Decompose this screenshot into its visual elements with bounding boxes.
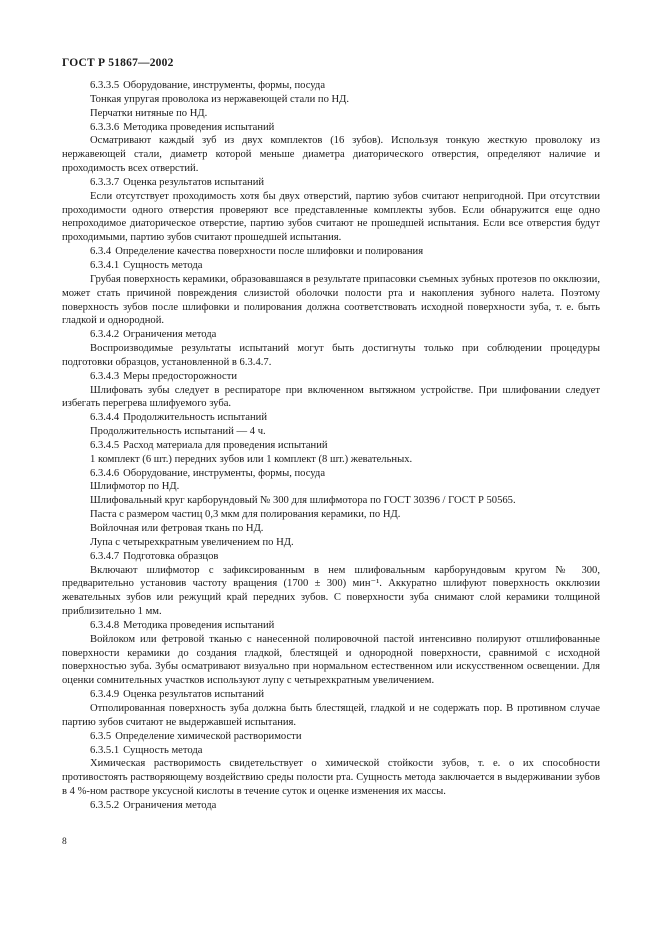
section-title: Методика проведения испытаний [123,121,275,133]
section-number: 6.3.3.7 [90,176,120,188]
body-paragraph: Грубая поверхность керамики, образовавшаяся в результате припасовки съемных зубных протезов по окклюзии, может стать причиной повреждения слизистой оболочки полости рта и накопления зубного налета. Поэтому поверхность зубов после шлифовки и полирования должна соответствовать исходной поверхности зуба, т. е. быть гладкой и однородной. [62,273,600,327]
body-paragraph: Войлоком или фетровой тканью с нанесенной полировочной пастой интенсивно полируют отшлифованные поверхности керамики до создания гладкой, блестящей и однородной поверхности, сравнимой с исходной поверхностью зуба. Зубы осматривают визуально при нормальном естественном или искусственном освещении. Для оценки сомнительных участков используют лупу с четырехкратным увеличением. [62,633,600,687]
section-number: 6.3.4.7 [90,550,120,562]
section-heading [62,730,600,744]
body-paragraph: Включают шлифмотор с зафиксированным в нем шлифовальным карборундовым кругом № 300, предварительно установив частоту вращения (1700 ± 300) мин⁻¹. Аккуратно шлифуют поверхность окклюзии жевательных зубов или режущий край передних зубов. С поверхности зуба снимают слой керамики толщиной приблизительно 1 мм. [62,564,600,618]
section-title: Подготовка образцов [123,550,219,562]
body-paragraph: Воспроизводимые результаты испытаний могут быть достигнуты только при соблюдении процедуры подготовки образцов, установленной в 6.3.4.7. [62,343,600,368]
section-heading [62,328,600,342]
body-paragraph: Если отсутствует проходимость хотя бы двух отверстий, партию зубов считают непригодной. При отсутствии проходимости одного отверстия проверяют все представленные комплекты зубов. Если обнаружится еще одно непроходимое диаторическое отверстие, партию зубов считают не прошедшей испытания. Если все отверстия будут проходимыми, партию зубов считают прошедшей испытания. [62,190,600,244]
section-heading [62,176,600,190]
document-body [62,79,600,813]
section-number: 6.3.4.5 [90,439,120,451]
section-number: 6.3.3.5 [90,80,120,91]
section-title: Оценка результатов испытаний [123,689,265,701]
section-title: Оборудование, инструменты, формы, посуда [123,80,326,91]
body-paragraph: Тонкая упругая проволока из нержавеющей стали по НД. [90,93,350,105]
section-title: Расход материала для проведения испытаний [123,439,328,451]
section-heading [62,411,600,425]
body-paragraph: Шлифмотор по НД. [90,481,180,493]
section-heading [62,619,600,633]
section-heading [62,439,600,453]
section-heading [62,79,600,93]
section-number: 6.3.4.4 [90,412,120,424]
section-number: 6.3.4.2 [90,329,120,341]
section-title: Оценка результатов испытаний [123,176,265,188]
section-heading [62,259,600,273]
section-number: 6.3.4 [90,246,112,258]
body-paragraph: Паста с размером частиц 0,3 мкм для полирования керамики, по НД. [90,509,401,521]
section-heading [62,370,600,384]
section-heading [62,245,600,259]
section-number: 6.3.3.6 [90,121,120,133]
section-heading [62,744,600,758]
section-title: Сущность метода [123,259,203,271]
section-number: 6.3.4.3 [90,370,120,382]
section-title: Меры предосторожности [123,370,238,382]
body-paragraph: Химическая растворимость свидетельствует о химической стойкости зубов, т. е. о их способности противостоять растворяющему воздействию среды полости рта. Сущность метода заключается в выдерживании зубов в 4 %-ном растворе уксусной кислоты в течение суток и оценке изменения их массы. [62,758,600,798]
body-paragraph: Перчатки нитяные по НД. [90,107,208,119]
section-number: 6.3.4.1 [90,259,120,271]
section-heading [62,121,600,135]
section-title: Оборудование, инструменты, формы, посуда [123,467,326,479]
body-paragraph: Лупа с четырехкратным увеличением по НД. [90,536,294,548]
body-paragraph: Осматривают каждый зуб из двух комплектов (16 зубов). Используя тонкую жесткую проволоку из нержавеющей стали, диаметр которой меньше диаметра диаторического отверстия, определяют наличие и проходимость всех отверстий. [62,135,600,175]
section-title: Определение химической растворимости [115,730,302,742]
section-number: 6.3.4.9 [90,689,120,701]
section-title: Сущность метода [123,744,203,756]
body-paragraph: Продолжительность испытаний — 4 ч. [90,426,266,438]
body-paragraph: Шлифовальный круг карборундовый № 300 для шлифмотора по ГОСТ 30396 / ГОСТ Р 50565. [90,495,516,507]
body-paragraph: 1 комплект (6 шт.) передних зубов или 1 комплект (8 шт.) жевательных. [90,453,413,465]
body-paragraph: Отполированная поверхность зуба должна быть блестящей, гладкой и не содержать пор. В противном случае партию зубов считают не выдержавшей испытания. [62,702,600,728]
page-number: 8 [62,837,67,847]
section-heading [62,799,600,813]
section-heading [62,467,600,481]
body-paragraph: Шлифовать зубы следует в респираторе при включенном вытяжном устройстве. При шлифовании следует избегать перегрева шлифуемого зуба. [62,384,600,410]
section-title: Продолжительность испытаний [123,412,268,424]
section-number: 6.3.5.1 [90,744,120,756]
section-number: 6.3.4.8 [90,619,120,631]
section-title: Определение качества поверхности после шлифовки и полирования [115,246,424,258]
section-title: Ограничения метода [123,329,217,341]
section-number: 6.3.5.2 [90,799,120,811]
section-number: 6.3.4.6 [90,467,120,479]
section-title: Методика проведения испытаний [123,619,275,631]
section-title: Ограничения метода [123,799,217,811]
section-number: 6.3.5 [90,730,112,742]
section-heading [62,688,600,702]
page-header: ГОСТ Р 51867—2002 [62,57,174,69]
section-heading [62,550,600,564]
body-paragraph: Войлочная или фетровая ткань по НД. [90,523,264,534]
